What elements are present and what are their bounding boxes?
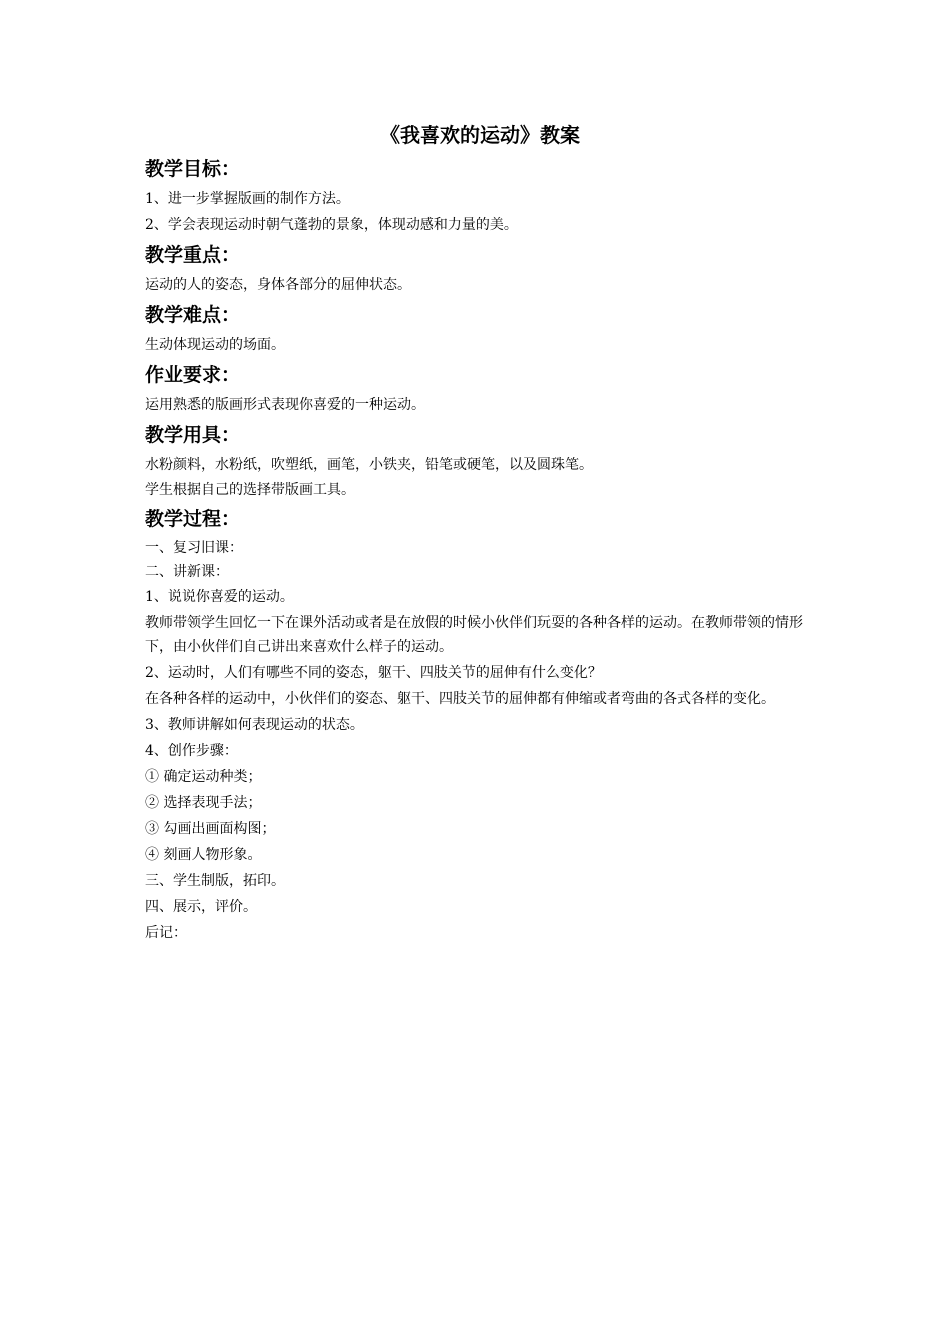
homework-line-1: 运用熟悉的版画形式表现你喜爱的一种运动。 [145, 397, 425, 413]
process-line-2: 二、讲新课： [145, 564, 229, 580]
goal-line-2: 2、学会表现运动时朝气蓬勃的景象，体现动感和力量的美。 [145, 217, 518, 233]
process-line-8: 4、创作步骤： [145, 743, 238, 759]
process-line-3: 1、说说你喜爱的运动。 [145, 589, 294, 605]
section-heading-difficulties: 教学难点： [145, 304, 241, 326]
difficulty-line-1: 生动体现运动的场面。 [145, 337, 285, 353]
document-title: 《我喜欢的运动》教案 [380, 123, 580, 147]
section-heading-process: 教学过程： [145, 508, 241, 530]
process-line-9: ① 确定运动种类； [145, 769, 262, 785]
process-line-12: ④ 刻画人物形象。 [145, 847, 262, 863]
section-heading-tools: 教学用具： [145, 424, 241, 446]
process-line-5: 2、运动时，人们有哪些不同的姿态，躯干、四肢关节的屈伸有什么变化？ [145, 665, 602, 681]
process-line-7: 3、教师讲解如何表现运动的状态。 [145, 717, 364, 733]
process-line-6: 在各种各样的运动中，小伙伴们的姿态、躯干、四肢关节的屈伸都有伸缩或者弯曲的各式各样的变化。 [145, 691, 775, 707]
process-line-4: 教师带领学生回忆一下在课外活动或者是在放假的时候小伙伴们玩耍的各种各样的运动。在教师带领的情形下，由小伙伴们自己讲出来喜欢什么样子的运动。 [145, 615, 803, 655]
tools-line-1: 水粉颜料，水粉纸，吹塑纸，画笔，小铁夹，铅笔或硬笔，以及圆珠笔。 [145, 457, 593, 473]
process-line-10: ② 选择表现手法； [145, 795, 262, 811]
process-line-11: ③ 勾画出画面构图； [145, 821, 276, 837]
process-line-14: 四、展示，评价。 [145, 899, 257, 915]
process-line-15: 后记： [145, 925, 187, 941]
key-point-line-1: 运动的人的姿态，身体各部分的屈伸状态。 [145, 277, 411, 293]
section-heading-key-points: 教学重点： [145, 244, 241, 266]
process-line-1: 一、复习旧课： [145, 540, 243, 556]
process-line-13: 三、学生制版，拓印。 [145, 873, 285, 889]
tools-line-2: 学生根据自己的选择带版画工具。 [145, 482, 355, 498]
document-page [145, 118, 815, 946]
section-heading-homework: 作业要求： [145, 364, 241, 386]
goal-line-1: 1、进一步掌握版画的制作方法。 [145, 191, 350, 207]
section-heading-goals: 教学目标： [145, 158, 241, 180]
